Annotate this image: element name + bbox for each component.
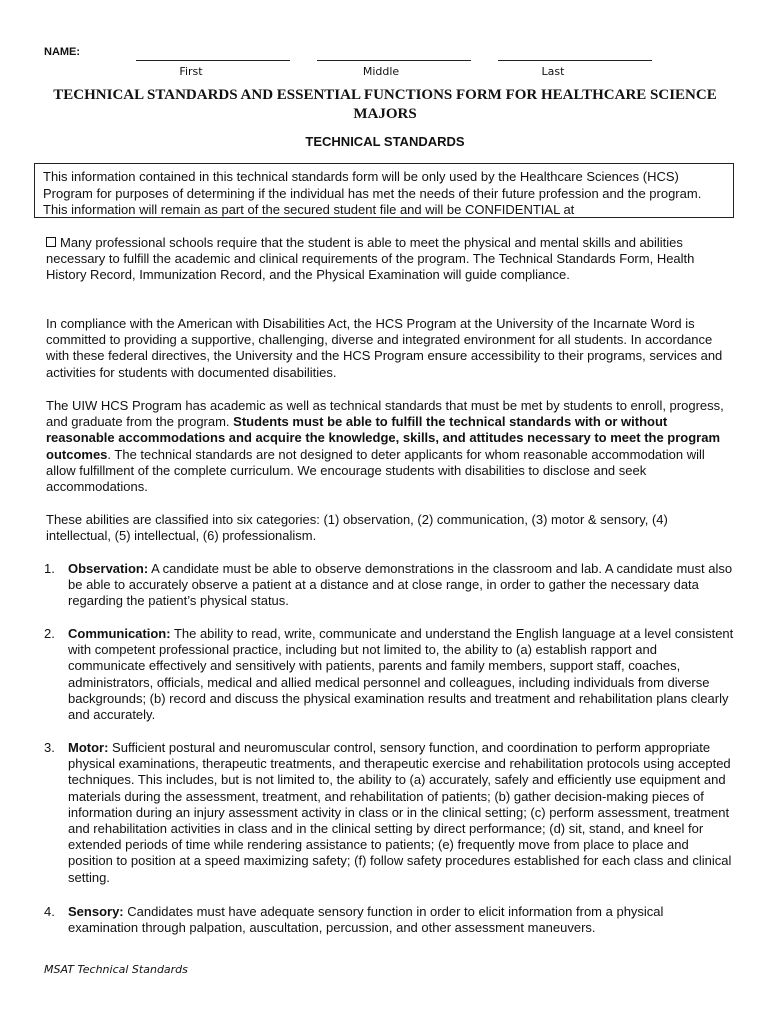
list-item-text: Sufficient postural and neuromuscular control, sensory function, and coordination to perform appropriate physical examinations, therapeutic treatments, and therapeutic exercise and rehabilitation protocols using accepted techniques. This includes, but is not limited to, the ability to (a) accurately, safely and efficiently use equipment and materials during the assessment, treatment, and rehabilitation of patients; (b) gather decision-making pieces of information during an injury assessment activity in class or in the clinical setting; (c) perform assessment, treatment and rehabilitation activities in class and in the clinical setting by direct performance; (d) sit, stand, and kneel for extended periods of time while rendering assistance to patients; (e) frequently move from place to place and position to position at a speed maximizing safety; (f) follow safety procedures established for each class and clinical setting. [68,740,732,885]
list-item-title: Communication: [68,626,171,641]
paragraph-standards [46,398,736,495]
info-box-text: This information contained in this technical standards form will be only used by the Healthcare Sciences (HCS) Program for purposes of determining if the individual has met the needs of their future profession and the program. This information will remain as part of the secured student file and will be CONFIDENTIAL at [43,169,702,217]
paragraph-ada: In compliance with the American with Disabilities Act, the HCS Program at the University of the Incarnate Word is committed to providing a supportive, challenging, diverse and integrated environment for all students. In accordance with these federal directives, the University and the HCS Program ensure accessibility to their programs, services and activities for students with documented disabilities. [46,316,723,380]
middle-name-label: Middle [362,65,400,78]
list-item-number: 2. [44,626,55,641]
paragraph-standards-end: . The technical standards are not designed to deter applicants for whom reasonable accommodation will allow fulfillment of the complete curriculum. We encourage students with disabilities to disclose and seek accommodations. [46,446,705,495]
name-label: NAME: [44,46,81,58]
list-item-title: Observation: [68,561,149,576]
list-item-number: 4. [44,904,55,919]
paragraph-standards-start: The UIW HCS Program has academic as well as technical standards that must be met by students to enroll, progress, and graduate from the program. [46,398,724,430]
list-item-text: Candidates must have adequate sensory function in order to elicit information from a physical examination through palpation, auscultation, percussion, and other assessment maneuvers. [68,904,664,936]
document-title: TECHNICAL STANDARDS AND ESSENTIAL FUNCTIONS FORM FOR HEALTHCARE SCIENCE MAJORS [53,87,717,122]
list-item-text: The ability to read, write, communicate and understand the English language at a level consistent with competent professional practice, including but not limited to, the ability to (a) establish rapport and communicate effectively and sensitively with patients, parents and family members, support staff, coaches, administrators, officials, medical and allied medical personnel and colleagues, including individuals from diverse backgrounds; (b) record and discuss the physical examination results and treatment and rehabilitation plans clearly and accurately. [68,626,734,723]
last-name-line[interactable] [498,60,652,61]
list-item-motor [44,740,734,886]
list-item-sensory [44,904,734,936]
list-item-communication [44,626,734,723]
list-item-text: A candidate must be able to observe demonstrations in the classroom and lab. A candidate must also be able to accurately observe a patient at a distance and at close range, in order to gather the necessary data regarding the patient’s physical status. [68,561,733,609]
list-item-number: 3. [44,740,55,755]
list-item-number: 1. [44,561,55,576]
list-item-title: Sensory: [68,904,124,919]
middle-name-line[interactable] [317,60,471,61]
last-name-label: Last [541,65,565,78]
list-item-observation [44,561,734,610]
first-name-line[interactable] [136,60,290,61]
list-item-title: Motor: [68,740,109,755]
page-footer: MSAT Technical Standards [44,963,188,976]
paragraph-requirements-text: Many professional schools require that the student is able to meet the physical and mental skills and abilities necessary to fulfill the academic and clinical requirements of the program. The Technical Standards Form, Health History Record, Immunization Record, and the Physical Examination will guide compliance. [46,235,695,283]
paragraph-categories: These abilities are classified into six categories: (1) observation, (2) communication, (3) motor & sensory, (4) intellectual, (5) intellectual, (6) professionalism. [46,512,668,544]
paragraph-standards-bold: Students must be able to fulfill the technical standards with or without reasonable accommodations and acquire the knowledge, skills, and attitudes necessary to meet the program outcomes [46,414,721,462]
section-title: TECHNICAL STANDARDS [305,134,465,149]
checkbox-icon [46,237,56,247]
paragraph-requirements [46,235,736,284]
confidential-info-box [34,163,734,218]
first-name-label: First [179,65,203,78]
